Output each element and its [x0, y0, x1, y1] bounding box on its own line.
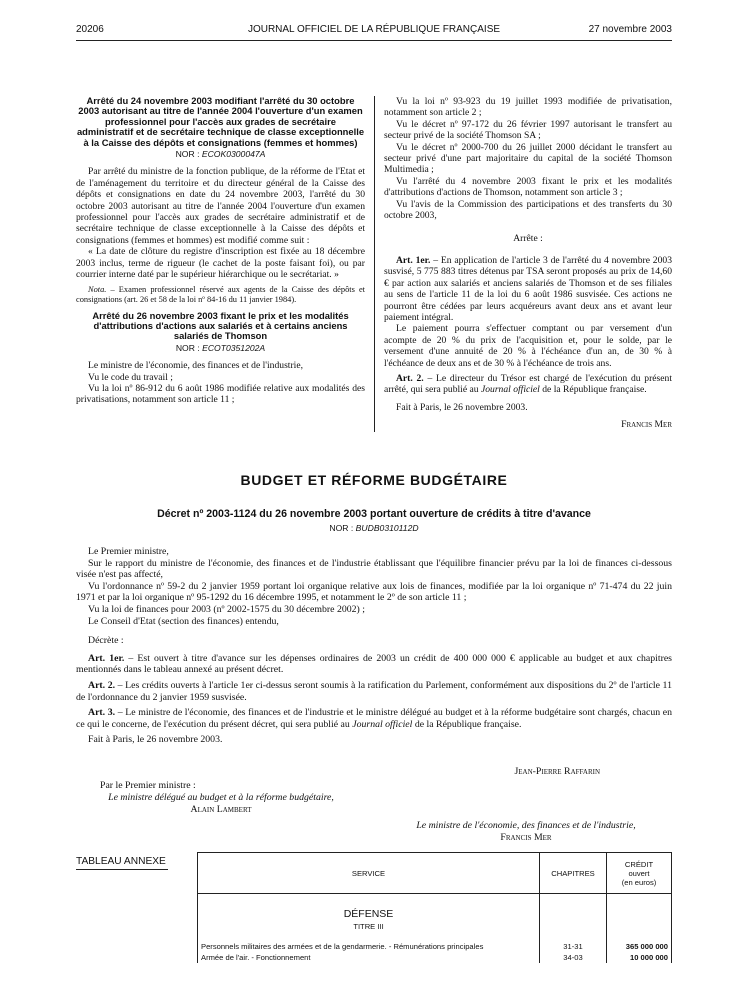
arrete-2-nor: NOR : ECOT0351202A	[175, 342, 266, 353]
arrete-heading: Arrête :	[513, 233, 543, 245]
arrete-1-quote: « La date de clôture du registre d'inscription est fixée au 18 décembre 2003 inclus, terme de rigueur (le cachet de la poste faisant foi), ou par courrier interne daté par le supérieur hiérarchique ou le secrétariat. »	[76, 246, 365, 281]
decree-paragraph: Le Premier ministre,	[88, 546, 169, 557]
annex-table	[197, 852, 672, 963]
table-group-row	[198, 894, 672, 922]
arrete-1-title: Arrêté du 24 novembre 2003 modifiant l'arrêté du 30 octobre 2003 autorisant au titre de l'année 2004 l'ouverture d'un examen professionnel pour l'accès aux grades de secrétaire administratif et de secrétaire technique de classe exceptionnelle à la Caisse des dépôts et consignations (femmes et hommes)	[76, 95, 365, 148]
decree-article-3: Art. 3. – Le ministre de l'économie, des finances et de l'industrie et le ministre délégué au budget et à la réforme budgétaire sont chargés, chacun en ce qui le concerne, de l'exécution du présent décret, qui sera publié au Journal officiel de la République française.	[76, 707, 672, 730]
vu-paragraph: Vu le décret nº 97-172 du 26 février 1997 autorisant le transfert au secteur privé de la société Thomson SA ;	[384, 118, 672, 142]
decree-body	[76, 546, 672, 746]
signature-block-budget: Le ministre délégué au budget et à la réforme budgétaire, Alain Lambert	[108, 792, 334, 815]
decree-paragraph: Sur le rapport du ministre de l'économie, des finances et de l'industrie établissant que l'équilibre financier prévu par la loi de finances ci-dessous visée n'est pas affecté,	[76, 557, 672, 581]
decree-fait: Fait à Paris, le 26 novembre 2003.	[88, 734, 223, 746]
row-credit: 10 000 000	[607, 952, 672, 963]
table-header-row	[198, 853, 672, 894]
table-row	[198, 941, 672, 952]
row-service: Armée de l'air. - Fonctionnement	[198, 952, 540, 963]
article-1: Art. 1er. – En application de l'article 3 de l'arrêté du 4 novembre 2003 susvisé, 5 775 883 titres détenus par TSA seront proposés au prix de 14,60 € par action aux salariés et anciens salariés de Thomson et de ses filiales au sens de l'article 11 de la loi du 6 août 1986 susvisée. Ces actions ne pourront être cédées par leurs acquéreurs avant deux ans et avant leur paiement intégral.	[384, 254, 672, 323]
payment-paragraph: Le paiement pourra s'effectuer comptant ou par versement d'un acompte de 20 % du prix de l'acquisition et, pour le solde, par le versement d'une annuité de 20 % à l'échéance d'un an, de 30 % à l'échéance de deux ans et de 30 % à l'échéance de trois ans.	[384, 323, 672, 369]
column-header-service: SERVICE	[198, 853, 540, 894]
column-header-credit: CRÉDIT ouvert (en euros)	[607, 853, 672, 894]
arrete-2-title: Arrêté du 26 novembre 2003 fixant le prix et les modalités d'attributions d'actions aux salariés et à certains anciens salariés de Thomson	[92, 309, 349, 342]
table-row	[198, 952, 672, 963]
annex-label-rule	[76, 869, 168, 870]
vu-paragraph: Vu l'arrêté du 4 novembre 2003 fixant le prix et les modalités d'attributions d'actions de Thomson, notamment son article 3 ;	[384, 175, 672, 199]
header-rule	[76, 40, 672, 41]
table-subgroup-row	[198, 921, 672, 941]
decree-nor: NOR : BUDB0310112D	[329, 523, 419, 533]
vu-paragraph: Vu le décret nº 2000-700 du 26 juillet 2000 décidant le transfert au secteur privé d'une part majoritaire du capital de la société Thomson Multimedia ;	[384, 141, 672, 176]
journal-title: JOURNAL OFFICIEL DE LA RÉPUBLIQUE FRANÇAISE	[247, 24, 501, 35]
row-chapitre: 31-31	[540, 941, 607, 952]
decree-article-1: Art. 1er. – Est ouvert à titre d'avance sur les dépenses ordinaires de 2003 un crédit de 400 000 000 € applicable au budget et aux chapitres mentionnés dans le tableau annexé au présent décret.	[76, 652, 672, 676]
column-divider	[374, 96, 375, 432]
decree-article-2: Art. 2. – Les crédits ouverts à l'article 1er ci-dessus seront soumis à la ratification du Parlement, conformément aux dispositions du 2º de l'article 11 de l'ordonnance du 2 janvier 1959 susvisée.	[76, 679, 672, 703]
fait-a-paris: Fait à Paris, le 26 novembre 2003.	[396, 401, 528, 413]
par-le-premier-ministre: Par le Premier ministre :	[100, 780, 196, 791]
decrete-heading: Décrète :	[88, 635, 124, 647]
decree-paragraph: Vu l'ordonnance nº 59-2 du 2 janvier 1959 portant loi organique relative aux lois de finances, modifiée par la loi organique nº 71-474 du 22 juin 1971 et par la loi organique nº 95-1292 du 16 décembre 1995, et notamment le 2º de son article 11 ;	[76, 580, 672, 604]
issue-date: 27 novembre 2003	[588, 24, 672, 35]
vu-paragraph: Vu l'avis de la Commission des participations et des transferts du 30 octobre 2003,	[384, 198, 672, 222]
page-header	[76, 24, 672, 38]
arrete-2-vu-2: Vu la loi nº 86-912 du 6 août 1986 modifiée relative aux modalités des privatisations, notamment son article 11 ;	[76, 382, 365, 406]
decree-title: Décret nº 2003-1124 du 26 novembre 2003 portant ouverture de crédits à titre d'avance	[157, 508, 591, 520]
titre-label: TITRE III	[198, 921, 540, 941]
row-chapitre: 34-03	[540, 952, 607, 963]
row-credit: 365 000 000	[607, 941, 672, 952]
left-column	[76, 96, 365, 406]
signature: Francis Mer	[621, 419, 672, 431]
signature-block-economy: Le ministre de l'économie, des finances et de l'industrie, Francis Mer	[416, 820, 636, 843]
article-2: Art. 2. – Le directeur du Trésor est chargé de l'exécution du présent arrêté, qui sera publié au Journal officiel de la République française.	[384, 372, 672, 396]
arrete-2-minister: Le ministre de l'économie, des finances et de l'industrie,	[88, 360, 303, 372]
arrete-1-note: Nota. – Examen professionnel réservé aux agents de la Caisse des dépôts et consignations (art. 26 et 58 de la loi nº 84-16 du 11 janvier 1984).	[76, 284, 365, 304]
arrete-1-nor: NOR : ECOK0300047A	[175, 149, 266, 160]
section-title: BUDGET ET RÉFORME BUDGÉTAIRE	[240, 472, 508, 488]
signature-prime-minister: Jean-Pierre Raffarin	[514, 766, 600, 777]
decree-paragraph: Le Conseil d'Etat (section des finances) entendu,	[88, 615, 279, 627]
annex-label: TABLEAU ANNEXE	[76, 856, 166, 867]
arrete-2-vu-1: Vu le code du travail ;	[88, 371, 173, 383]
vu-paragraph: Vu la loi nº 93-923 du 19 juillet 1993 modifiée de privatisation, notamment son article 2 ;	[384, 96, 672, 119]
row-service: Personnels militaires des armées et de la gendarmerie. - Rémunérations principales	[198, 941, 540, 952]
decree-paragraph: Vu la loi de finances pour 2003 (nº 2002-1575 du 30 décembre 2002) ;	[88, 603, 365, 615]
group-label: DÉFENSE	[198, 894, 540, 922]
column-header-chapitres: CHAPITRES	[540, 853, 607, 894]
right-column	[384, 96, 672, 431]
arrete-1-paragraph: Par arrêté du ministre de la fonction publique, de la réforme de l'Etat et de l'aménagement du territoire et du directeur général de la Caisse des dépôts et consignations en date du 24 novembre 2003, l'arrêté du 30 octobre 2003 autorisant au titre de l'année 2004 l'ouverture d'un examen professionnel pour l'accès aux grades de secrétaire administratif et de secrétaire technique de classe exceptionnelle à la Caisse des dépôts et consignations (femmes et hommes) est modifié comme suit :	[76, 166, 365, 246]
page-number: 20206	[76, 24, 104, 35]
